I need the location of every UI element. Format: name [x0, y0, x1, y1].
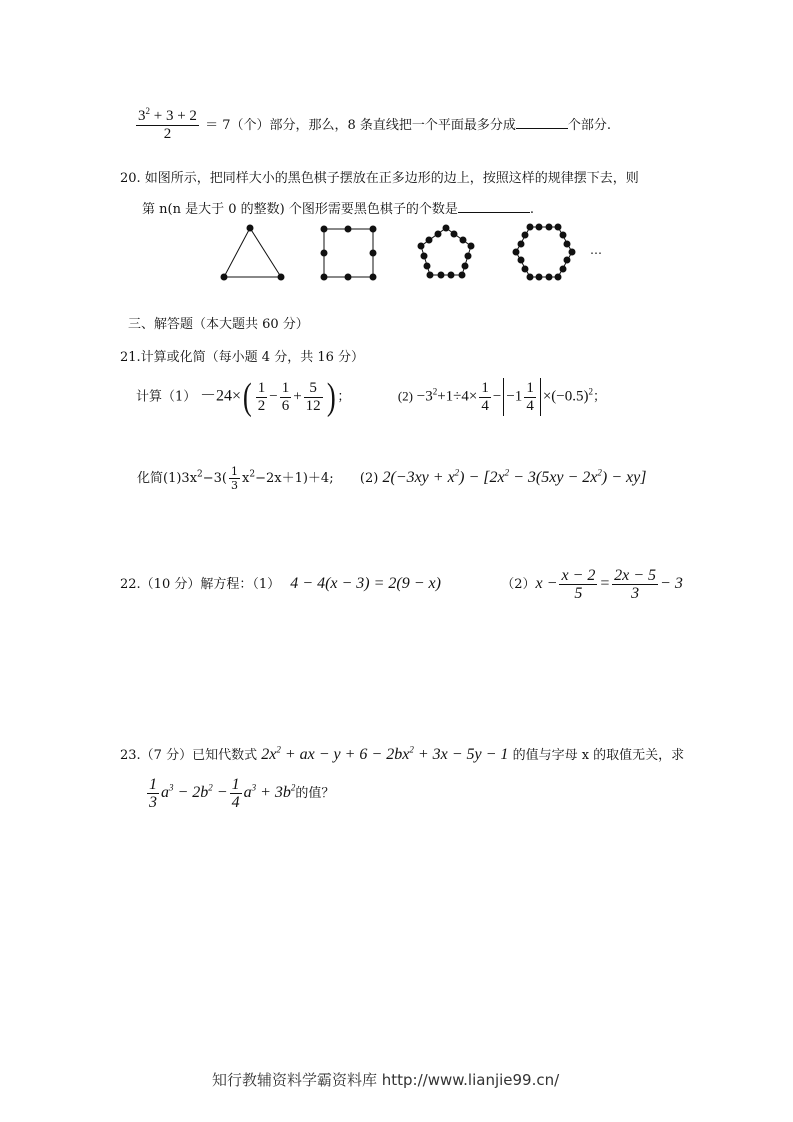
q21-title: 21.计算或化简（每小题 4 分，共 16 分）	[120, 350, 365, 365]
answer-blank	[516, 116, 568, 129]
q20-line2: 第 n(n 是大于 0 的整数) 个图形需要黑色棋子的个数是 .	[142, 202, 534, 217]
q21-simplify-row: 化简$(1)3x^2-3$( $\frac{1}{3}$ $x^2-2x+1)+4$; (2) $2(-3xy + x^2) - [2x^2 - 3(5xy - 2x^2) - xy]$	[137, 465, 647, 492]
q23-line1: 23.（7 分）已知代数式 $2x^2$ + ax − $y + 6 - 2bx^2 + 3x - 5y - 1$ 的值与字母 x 的取值无关，求	[120, 744, 685, 763]
square-figure	[321, 226, 376, 280]
hexagon-figure	[513, 224, 575, 280]
q19-tail: $\frac{3^2 + 3 + 2}{2}$ ＝ 7（个）部分，那么，8 条直线把一个平面最多分成 个部分.	[138, 106, 612, 142]
ellipsis: …	[590, 243, 602, 257]
pentagon-figure	[418, 225, 474, 278]
polygon-figures	[210, 215, 630, 290]
q21-calc-row: 计算（1） －24×( $\frac{1}{2}$ − $\frac{1}{6}$ + $\frac{5}{12}$ ) ； $(2) -3^2+1\div 4\times$ $\frac{1}{4}$ − −1 $\frac{1}{4}$ $\times(-0.5)^2$；	[136, 376, 606, 418]
q19-fraction: $\frac{3^2 + 3 + 2}{2}$	[138, 106, 197, 142]
q23-line2: $\frac{1}{3}$ $a^3 - 2b^2$ − $\frac{1}{4}$ $a^3 + 3b^2$的值？	[149, 776, 335, 811]
q22-row: 22.（10 分）解方程：（1） 4 − 4(x − 3) = 2(9 − x) （2）x − $\frac{x - 2}{5}$ = $\frac{2x - 5}{3}$ − 3	[120, 567, 683, 602]
answer-blank	[458, 200, 530, 213]
footer-link[interactable]: 知行教辅资料学霸资料库 http://www.lianjie99.cn/	[212, 1071, 560, 1089]
triangle-figure	[221, 225, 284, 280]
q20-line1: 20. 如图所示，把同样大小的黑色棋子摆放在正多边形的边上，按照这样的规律摆下去，则	[120, 171, 639, 186]
section-title: 三、解答题（本大题共 60 分）	[128, 317, 309, 332]
